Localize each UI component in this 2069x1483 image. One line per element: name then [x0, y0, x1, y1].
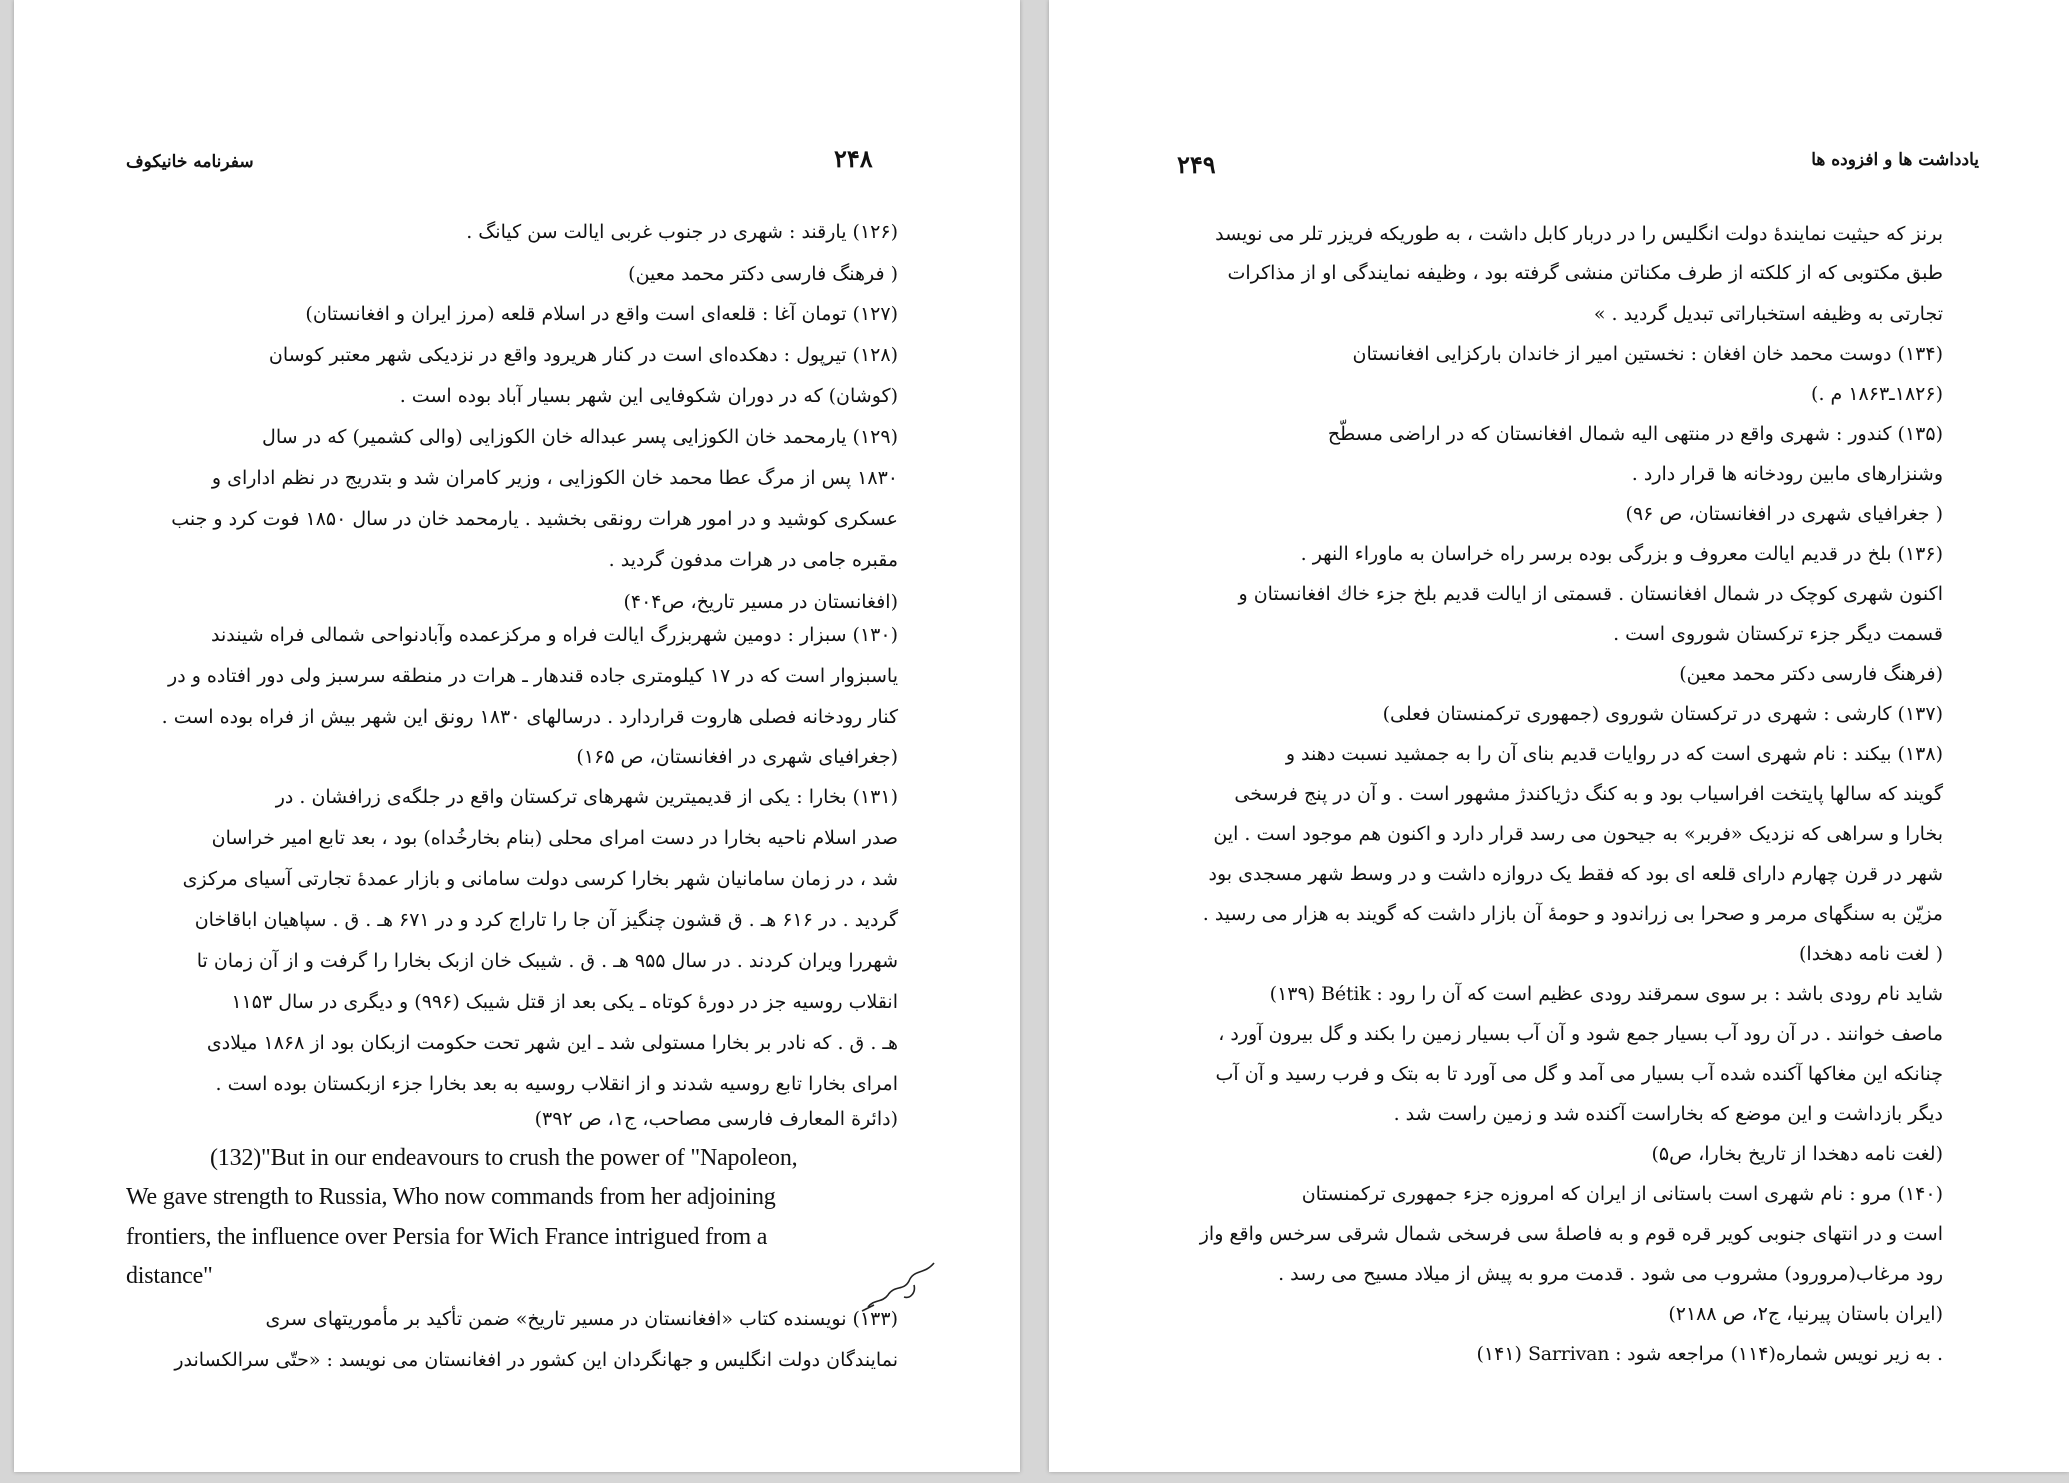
text-line: (لغت نامه دهخدا از تاریخ بخارا، ص۵)	[1651, 1143, 1943, 1165]
text-line: است و در انتهای جنوبی کویر قره قوم و به فاصلهٔ سی فرسخی شمال شرقی سرخس واقع واز	[1199, 1223, 1943, 1245]
text-line: (۱۴۱) Sarrivan : به زیر نویس شماره(۱۱۴) مراجعه شود .	[1476, 1343, 1943, 1365]
left-page-number: ۲۴۸	[834, 144, 873, 173]
text-line: انقلاب روسیه جز در دورهٔ کوتاه ـ یکی بعد از قتل شیبک (۹۹۶) و دیگری در سال ۱۱۵۳	[231, 991, 898, 1013]
text-line: (۱۸۲۶ـ۱۸۶۳ م .)	[1811, 383, 1943, 405]
english-quote-line: frontiers, the influence over Persia for Wich France intrigued from a	[126, 1224, 768, 1250]
text-line: گردید . در ۶۱۶ هـ . ق قشون چنگیز آن جا را تاراج کرد و در ۶۷۱ هـ . ق . سپاهیان اباقاخان	[194, 909, 898, 931]
text-line: (جغرافیای شهری در افغانستان، ص ۱۶۵)	[576, 746, 898, 768]
text-line: عسکری کوشید و در امور هرات رونقی بخشید . یارمحمد خان در سال ۱۸۵۰ فوت کرد و جنب	[171, 508, 898, 530]
text-line: شهررا ویران کردند . در سال ۹۵۵ هـ . ق . شیبک خان ازبک بخارا را گرفت و از آن زمان تا	[196, 950, 898, 972]
text-line: ( لغت نامه دهخدا)	[1799, 943, 1943, 965]
text-line: نمایندگان دولت انگلیس و جهانگردان این کشور در افغانستان می نویسد : «حتّی سرالکساندر	[174, 1349, 898, 1371]
text-line: رود مرغاب(مرورود) مشروب می شود . قدمت مرو به پیش از میلاد مسیح می رسد .	[1278, 1263, 1943, 1285]
text-line: (۱۳۴) دوست محمد خان افغان : نخستین امیر از خاندان بارکزایی افغانستان	[1352, 343, 1943, 365]
text-line: طبق مکتوبی که از کلکته از طرف مکناتن منشی گرفته بود ، وظیفه نمایندگی او از مذاکرات	[1227, 262, 1943, 284]
text-line: (۱۲۸) تیرپول : دهکده‌ای است در کنار هریرود واقع در نزدیکی شهر معتبر کوسان	[268, 344, 898, 366]
text-line: (۱۴۰) مرو : نام شهری است باستانی از ایران که امروزه جزء جمهوری ترکمنستان	[1301, 1183, 1943, 1205]
text-line: (۱۳۷) کارشی : شهری در ترکستان شوروی (جمهوری ترکمنستان فعلی)	[1382, 703, 1943, 725]
text-line: وشنزارهای مابین رودخانه ها قرار دارد .	[1631, 463, 1943, 485]
text-line: (۱۳۳) نویسنده کتاب «افغانستان در مسیر تاریخ» ضمن تأکید بر مأموریتهای سری	[265, 1308, 898, 1330]
english-quote-line: (132)"But in our endeavours to crush the power of "Napoleon,	[210, 1145, 798, 1171]
text-line: دیگر بازداشت و این موضع که بخاراست آکنده شد و زمین راست شد .	[1393, 1103, 1943, 1125]
text-line: شد ، در زمان سامانیان شهر بخارا کرسی دولت سامانی و بازار عمدهٔ تجارتی آسیای مرکزی	[182, 868, 898, 890]
text-line: مزیّن به سنگهای مرمر و صحرا بی زراندود و حومهٔ آن بازار داشت که گویند به هزار می رسید .	[1202, 903, 1943, 925]
text-line: کنار رودخانه فصلی هاروت قراردارد . درسالهای ۱۸۳۰ رونق این شهر بیش از فراه بوده است .	[161, 706, 898, 728]
handwritten-annotation	[854, 1255, 944, 1315]
text-line: (۱۳۵) کندور : شهری واقع در منتهی الیه شمال افغانستان که در اراضی مسطّح	[1327, 423, 1943, 445]
text-line: (۱۳۱) بخارا : یکی از قدیمیترین شهرهای ترکستان واقع در جلگه‌ی زرافشان . در	[275, 786, 898, 808]
text-line: تجارتی به وظیفه استخباراتی تبدیل گردید . »	[1593, 303, 1943, 325]
left-page-header	[14, 140, 1020, 180]
right-page-header	[1049, 140, 2069, 180]
text-line: قسمت دیگر جزء ترکستان شوروی است .	[1613, 623, 1943, 645]
text-line: اکنون شهری کوچک در شمال افغانستان . قسمتی از ایالت قدیم بلخ جزء خاك افغانستان و	[1238, 583, 1943, 605]
text-line: (۱۳۹) Bétik : شاید نام رودی باشد : بر سوی سمرقند رودی عظیم است که آن را رود	[1269, 983, 1943, 1005]
text-line: (۱۲۶) یارقند : شهری در جنوب غربی ایالت سن کیانگ .	[466, 221, 898, 243]
right-header-title: یادداشت ها و افزوده ها	[1811, 150, 1979, 170]
text-line: (۱۲۷) تومان آغا : قلعه‌ای است واقع در اسلام قلعه (مرز ایران و افغانستان)	[305, 303, 898, 325]
right-page	[1049, 0, 2069, 1472]
text-line: چنانکه این مغاکها آکنده شده آب بسیار می آمد و گل می آورد تا به بتک و فرب رسید و آن آب	[1215, 1063, 1943, 1085]
text-line: (فرهنگ فارسی دکتر محمد معین)	[1679, 663, 1943, 685]
right-page-number: ۲۴۹	[1177, 150, 1216, 179]
english-quote-line: distance"	[126, 1263, 213, 1289]
left-page	[14, 0, 1020, 1472]
text-line: (افغانستان در مسیر تاریخ، ص۴۰۴)	[623, 591, 898, 613]
english-quote-line: We gave strength to Russia, Who now commands from her adjoining	[126, 1184, 776, 1210]
text-line: (۱۳۰) سبزار : دومین شهربزرگ ایالت فراه و مرکزعمده وآبادنواحی شمالی فراه شیندند	[211, 624, 898, 646]
text-line: شهر در قرن چهارم دارای قلعه ای بود که فقط یک دروازه داشت و در وسط شهر مسجدی بود	[1208, 863, 1943, 885]
text-line: (ایران باستان پیرنیا، ج۲، ص ۲۱۸۸)	[1668, 1303, 1943, 1325]
text-line: هـ . ق . که نادر بر بخارا مستولی شد ـ این شهر تحت حکومت ازبکان بود از ۱۸۶۸ میلادی	[206, 1032, 898, 1054]
text-line: (کوشان) که در دوران شکوفایی این شهر بسیار آباد بوده است .	[399, 385, 898, 407]
text-line: مقبره جامی در هرات مدفون گردید .	[608, 549, 898, 571]
text-line: (دائرة المعارف فارسی مصاحب، ج۱، ص ۳۹۲)	[534, 1108, 898, 1130]
text-line: ماصف خوانند . در آن رود آب بسیار جمع شود و آن آب بسیار زمین را بکند و گل بیرون آورد ،	[1218, 1023, 1943, 1045]
text-line: (۱۳۸) بیکند : نام شهری است که در روایات قدیم بنای آن را به جمشید نسبت دهند و	[1285, 743, 1943, 765]
text-line: ۱۸۳۰ پس از مرگ عطا محمد خان الکوزایی ، وزیر کامران شد و بتدریج در نظم ادارای و	[211, 467, 898, 489]
text-line: (۱۲۹) یارمحمد خان الکوزایی پسر عبداله خان الکوزایی (والی کشمیر) که در سال	[262, 426, 898, 448]
text-line: امرای بخارا تابع روسیه شدند و از انقلاب روسیه به بعد بخارا جزء ازبکستان بوده است .	[215, 1073, 898, 1095]
text-line: (۱۳۶) بلخ در قدیم ایالت معروف و بزرگی بوده برسر راه خراسان به ماوراء النهر .	[1300, 543, 1943, 565]
left-header-title: سفرنامه خانیکوف	[126, 152, 254, 172]
text-line: برنز که حیثیت نمایندهٔ دولت انگلیس را در دربار کابل داشت ، به طوریکه فریزر تلر می نویسد	[1215, 223, 1943, 245]
text-line: بخارا و سراهی که نزدیک «فربر» به جیحون می رسد قرار دارد و اکنون هم موجود است . این	[1213, 823, 1943, 845]
text-line: ( جغرافیای شهری در افغانستان، ص ۹۶)	[1625, 503, 1943, 525]
text-line: صدر اسلام ناحیه بخارا در دست امرای محلی (بنام بخارخُداه) بود ، بعد تابع امیر خراسان	[211, 827, 898, 849]
text-line: ( فرهنگ فارسی دکتر محمد معین)	[628, 263, 898, 285]
text-line: یاسبزوار است که در ۱۷ کیلومتری جاده قندهار ـ هرات در منطقه سرسبز ولی دور افتاده و در	[168, 665, 898, 687]
text-line: گویند که سالها پایتخت افراسیاب بود و به کنگ دژیاکندژ مشهور است . و آن در پنج فرسخی	[1234, 783, 1943, 805]
